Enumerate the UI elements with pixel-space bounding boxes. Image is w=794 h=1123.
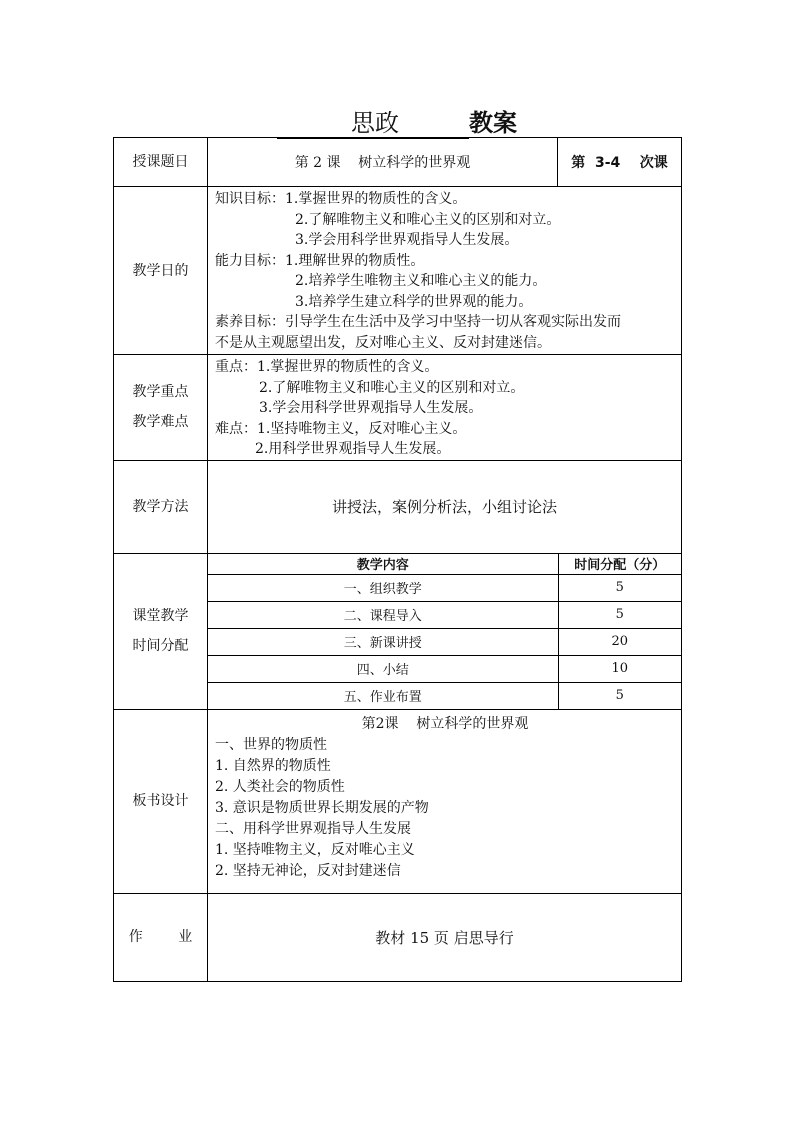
time-label-line2: 时间分配 [132,638,189,654]
doc-type: 教案 [469,109,517,137]
goal-line: 知识目标：1.掌握世界的物质性的含义。 [215,191,467,207]
content-cell: 三、新课讲授 [208,628,558,655]
board-line: 一、世界的物质性 [215,736,327,753]
method-row [114,460,682,553]
content-cell: 四、小结 [208,655,558,682]
time-row [114,553,682,709]
goals-content [208,187,682,355]
time-allocation-cell [208,553,682,709]
key-line: 重点：1.掌握世界的物质性的含义。 [215,359,439,375]
content-cell: 一、组织教学 [208,574,558,601]
goals-label: 教学日的 [114,187,208,355]
table-row [208,574,681,601]
board-line: 2. 人类社会的物质性 [215,778,345,795]
board-title: 第2课 树立科学的世界观 [361,715,529,732]
key-line: 3.学会用科学世界观指导人生发展。 [259,400,483,416]
method-value: 讲授法，案例分析法，小组讨论法 [208,460,682,553]
lesson-plan-table [113,137,682,982]
time-label [114,553,208,709]
homework-row [114,893,682,981]
board-line: 1. 自然界的物质性 [215,757,331,774]
key-line: 2.用科学世界观指导人生发展。 [255,441,451,457]
key-line: 2.了解唯物主义和唯心主义的区别和对立。 [259,379,525,396]
topic-row [114,138,682,187]
lesson-title: 第 2 课 树立科学的世界观 [208,138,558,187]
goal-line: 不是从主观愿望出发，反对唯心主义、反对封建迷信。 [215,334,551,351]
time-cell: 5 [558,601,681,628]
table-row [208,682,681,709]
goal-line: 3.培养学生建立科学的世界观的能力。 [295,293,533,310]
board-line: 1. 坚持唯物主义，反对唯心主义 [215,841,415,858]
table-row [208,601,681,628]
title-underline-right [401,116,469,139]
goal-line: 3.学会用科学世界观指导人生发展。 [295,232,519,248]
time-table-header [208,554,681,575]
document-title [0,103,794,139]
goal-line: 2.培养学生唯物主义和唯心主义的能力。 [295,273,547,289]
key-points-row [114,355,682,461]
topic-label: 授课题日 [114,138,208,187]
time-cell: 20 [558,628,681,655]
goal-line: 2.了解唯物主义和唯心主义的区别和对立。 [295,211,561,228]
board-content [208,709,682,893]
subject-name: 思政 [349,103,401,139]
goal-line: 能力目标：1.理解世界的物质性。 [215,252,425,269]
difficult-label: 教学难点 [132,414,189,431]
session-number: 第 3-4 次课 [558,138,682,187]
goal-line: 素养目标：引导学生在生活中及学习中坚持一切从客观实际出发而 [215,314,621,330]
content-cell: 五、作业布置 [208,682,558,709]
board-row [114,709,682,893]
key-line: 难点：1.坚持唯物主义，反对唯心主义。 [215,420,467,437]
time-cell: 5 [615,688,624,703]
time-allocation-table [208,554,681,709]
homework-label: 作 业 [114,893,208,981]
method-label: 教学方法 [114,460,208,553]
col-time-header: 时间分配（分） [558,554,681,575]
board-line: 二、用科学世界观指导人生发展 [215,820,411,837]
content-cell: 二、课程导入 [208,601,558,628]
time-label-line1: 课堂教学 [132,608,189,624]
col-content-header: 教学内容 [208,554,558,575]
key-points-label [114,355,208,461]
goals-row [114,187,682,355]
board-line: 3. 意识是物质世界长期发展的产物 [215,799,429,816]
time-cell: 5 [558,574,681,601]
time-cell: 10 [558,655,681,682]
key-points-content [208,355,682,461]
homework-value: 教材 15 页 启思导行 [208,893,682,981]
board-line: 2. 坚持无神论，反对封建迷信 [215,862,401,879]
key-label: 教学重点 [132,384,189,401]
table-row [208,628,681,655]
title-underline-left [277,116,349,139]
board-label: 板书设计 [114,709,208,893]
table-row [208,655,681,682]
